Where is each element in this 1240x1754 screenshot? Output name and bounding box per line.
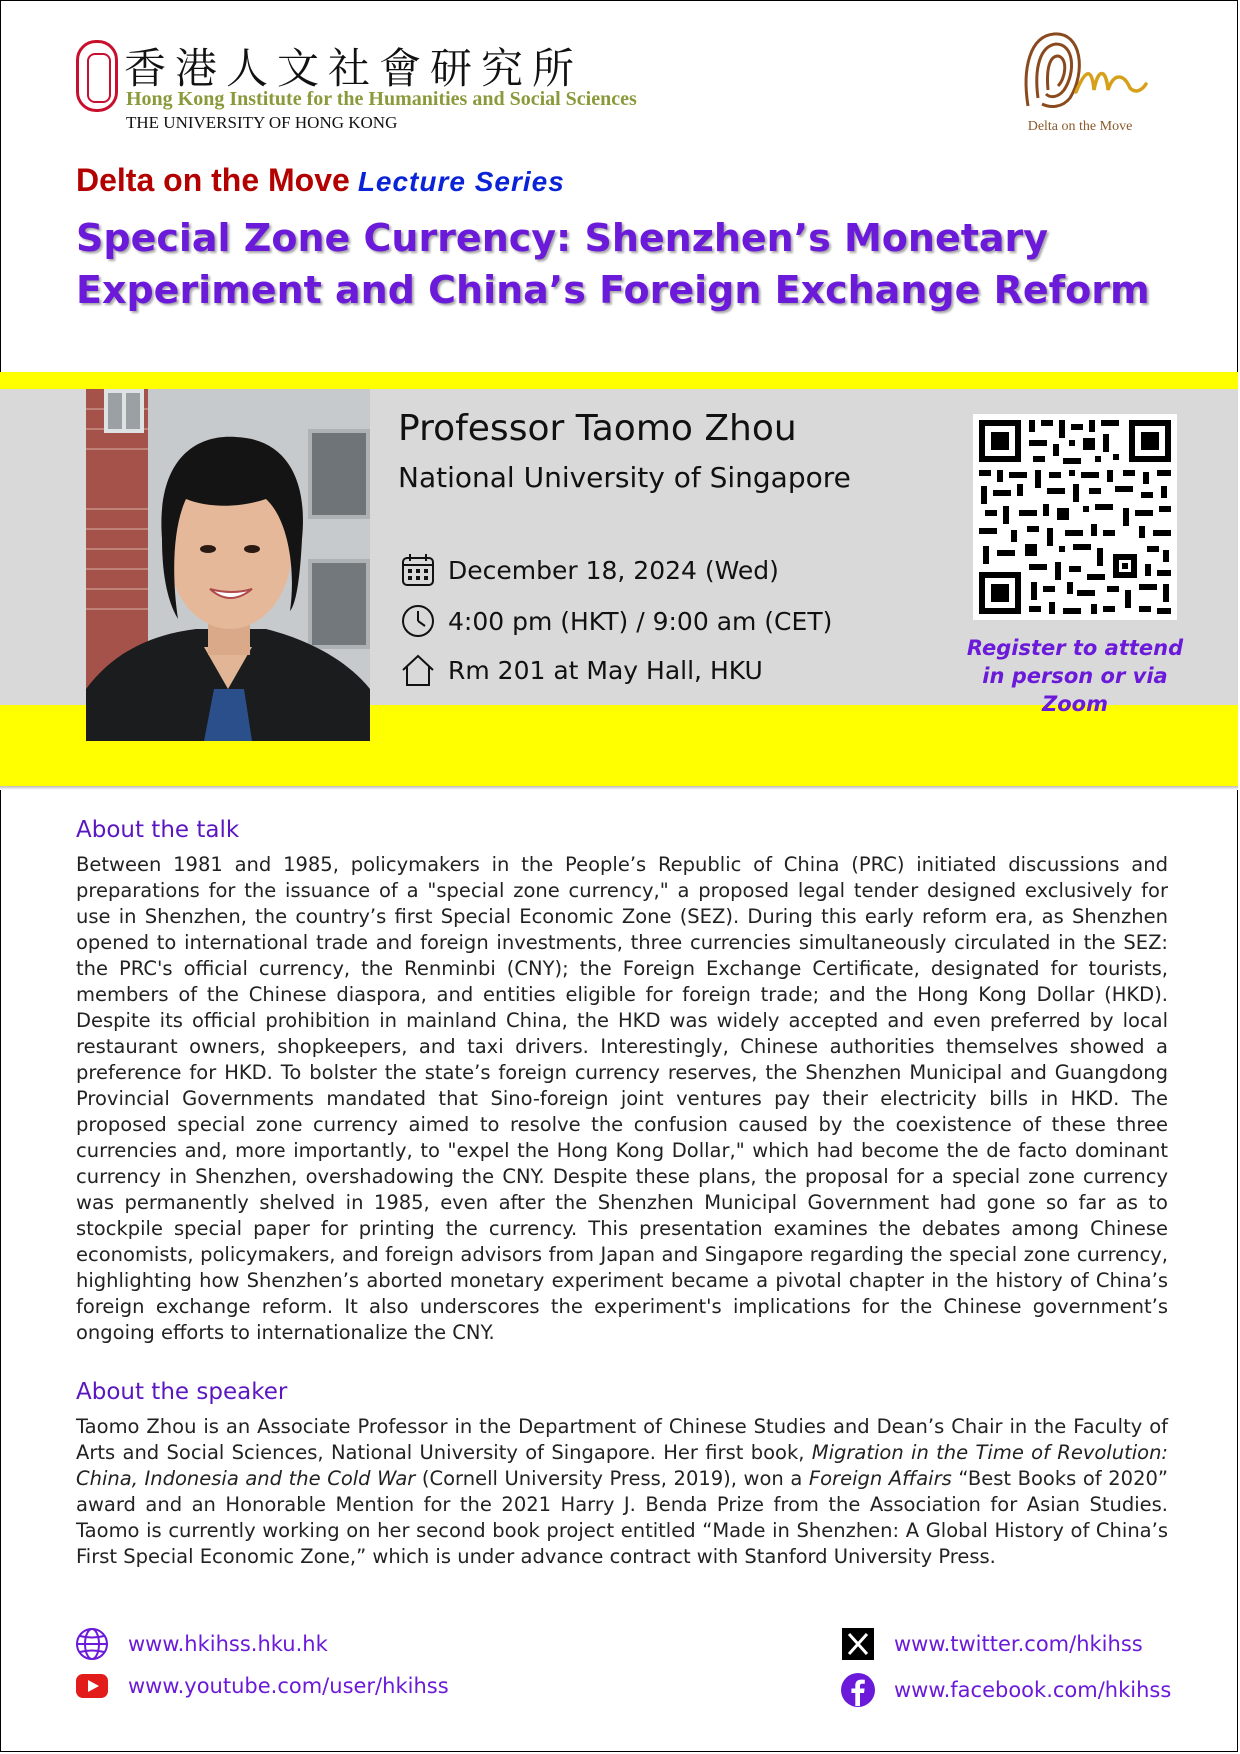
- twitter-link[interactable]: [840, 1626, 1143, 1662]
- house-icon: [400, 652, 436, 688]
- institute-chinese-name: 香港人文社會研究所: [124, 44, 584, 93]
- globe-icon: [74, 1626, 110, 1662]
- series-type: Lecture Series: [357, 166, 565, 197]
- event-date-row: [400, 552, 779, 588]
- clock-icon: [400, 603, 436, 639]
- speaker-book-title: Migration in the Time of Revolution: China, Indonesia and the Cold War: [76, 1441, 1168, 1490]
- university-name: THE UNIVERSITY OF HONG KONG: [126, 113, 398, 132]
- hkihss-seal-logo: [76, 40, 118, 112]
- x-twitter-icon: [840, 1626, 876, 1662]
- calendar-icon: [400, 552, 436, 588]
- speaker-bio-part3: “Best Books of 2020” award and an Honorable Mention for the 2021 Harry J. Benda Prize from the Association for Asian Studies. Taomo is currently working on her second book project entitled “Made in Shenzhen: A Global History of China’s First Special Economic Zone,” which is under advance contract with Stanford University Press.: [76, 1467, 1168, 1568]
- website-link[interactable]: [74, 1626, 328, 1662]
- youtube-url[interactable]: www.youtube.com/user/hkihss: [128, 1674, 449, 1698]
- register-note: [960, 634, 1190, 718]
- lecture-title-line1: Special Zone Currency: Shenzhen’s Monetary: [76, 216, 1049, 260]
- youtube-link[interactable]: [74, 1668, 449, 1704]
- twitter-url[interactable]: www.twitter.com/hkihss: [894, 1632, 1143, 1656]
- speaker-photo: [86, 389, 370, 741]
- delta-on-the-move-caption: Delta on the Move: [1027, 119, 1133, 134]
- register-line-1: Register to attend: [966, 636, 1184, 660]
- about-talk-body: Between 1981 and 1985, policymakers in the People’s Republic of China (PRC) initiated discussions and preparations for the issuance of a "special zone currency," a proposed legal tender designed exclusively for use in Shenzhen, the country’s first Special Economic Zone (SEZ). During this early reform era, as Shenzhen opened to international trade and foreign investments, three currencies simultaneously circulated in the SEZ: the PRC's official currency, the Renminbi (CNY); the Foreign Exchange Certificate, designated for tourists, members of the Chinese diaspora, and entities eligible for foreign trade; and the Hong Kong Dollar (HKD). Despite its official prohibition in mainland China, the HKD was widely accepted and even preferred by local restaurant owners, shopkeepers, and taxi drivers. Interestingly, Chinese authorities themselves showed a preference for HKD. To bolster the state’s foreign currency reserves, the Shenzhen Municipal and Guangdong Provincial Governments mandated that Sino-foreign joint ventures pay their electricity bills in HKD. The proposed special zone currency aimed to resolve the confusion caused by the coexistence of these three currencies and, more importantly, to "expel the Hong Kong Dollar," which had become the de facto dominant currency in Shenzhen, overshadowing the CNY. Despite these plans, the proposal for a special zone currency was permanently shelved in 1985, even after the Shenzhen Municipal Government had gone so far as to stockpile special paper for printing the currency. This presentation examines the debates among Chinese economists, policymakers, and foreign advisors from Japan and Singapore regarding the special zone currency, highlighting how Shenzhen’s aborted monetary experiment became a pivotal chapter in the history of China’s foreign exchange reform. It also underscores the experiment's implications for the Chinese government’s ongoing efforts to internationalize the CNY.: [76, 853, 1168, 1344]
- facebook-icon: [840, 1672, 876, 1708]
- magazine-title: Foreign Affairs: [808, 1467, 952, 1490]
- about-speaker-body: [76, 1414, 1168, 1570]
- event-venue: Rm 201 at May Hall, HKU: [448, 655, 763, 685]
- delta-on-the-move-logo: [1020, 28, 1150, 112]
- about-talk-heading: About the talk: [76, 817, 240, 843]
- website-url[interactable]: www.hkihss.hku.hk: [128, 1632, 328, 1656]
- series-name: Delta on the Move: [76, 162, 350, 198]
- speaker-bio-part2: (Cornell University Press, 2019), won a: [415, 1467, 809, 1490]
- speaker-name: Professor Taomo Zhou: [398, 408, 797, 449]
- youtube-icon: [74, 1668, 110, 1704]
- speaker-bio-part1: Taomo Zhou is an Associate Professor in the Department of Chinese Studies and Dean’s Chair in the Faculty of Arts and Social Sciences, National University of Singapore. Her first book,: [76, 1415, 1168, 1464]
- lecture-series-line: [76, 162, 565, 199]
- institute-english-name: Hong Kong Institute for the Humanities and Social Sciences: [126, 88, 637, 110]
- speaker-affiliation: National University of Singapore: [398, 461, 851, 494]
- band-shadow: [0, 786, 1238, 790]
- lecture-title: [76, 212, 1176, 316]
- lecture-title-line2: Experiment and China’s Foreign Exchange Reform: [76, 268, 1150, 312]
- event-time-row: [400, 603, 832, 639]
- facebook-url[interactable]: www.facebook.com/hkihss: [894, 1678, 1172, 1702]
- event-time: 4:00 pm (HKT) / 9:00 am (CET): [448, 606, 833, 636]
- facebook-link[interactable]: [840, 1672, 1171, 1708]
- event-date: December 18, 2024 (Wed): [448, 555, 779, 585]
- about-speaker-heading: About the speaker: [76, 1379, 288, 1405]
- event-venue-row: [400, 652, 763, 688]
- registration-qr-code[interactable]: [973, 414, 1177, 620]
- register-line-2: in person or via Zoom: [982, 664, 1168, 716]
